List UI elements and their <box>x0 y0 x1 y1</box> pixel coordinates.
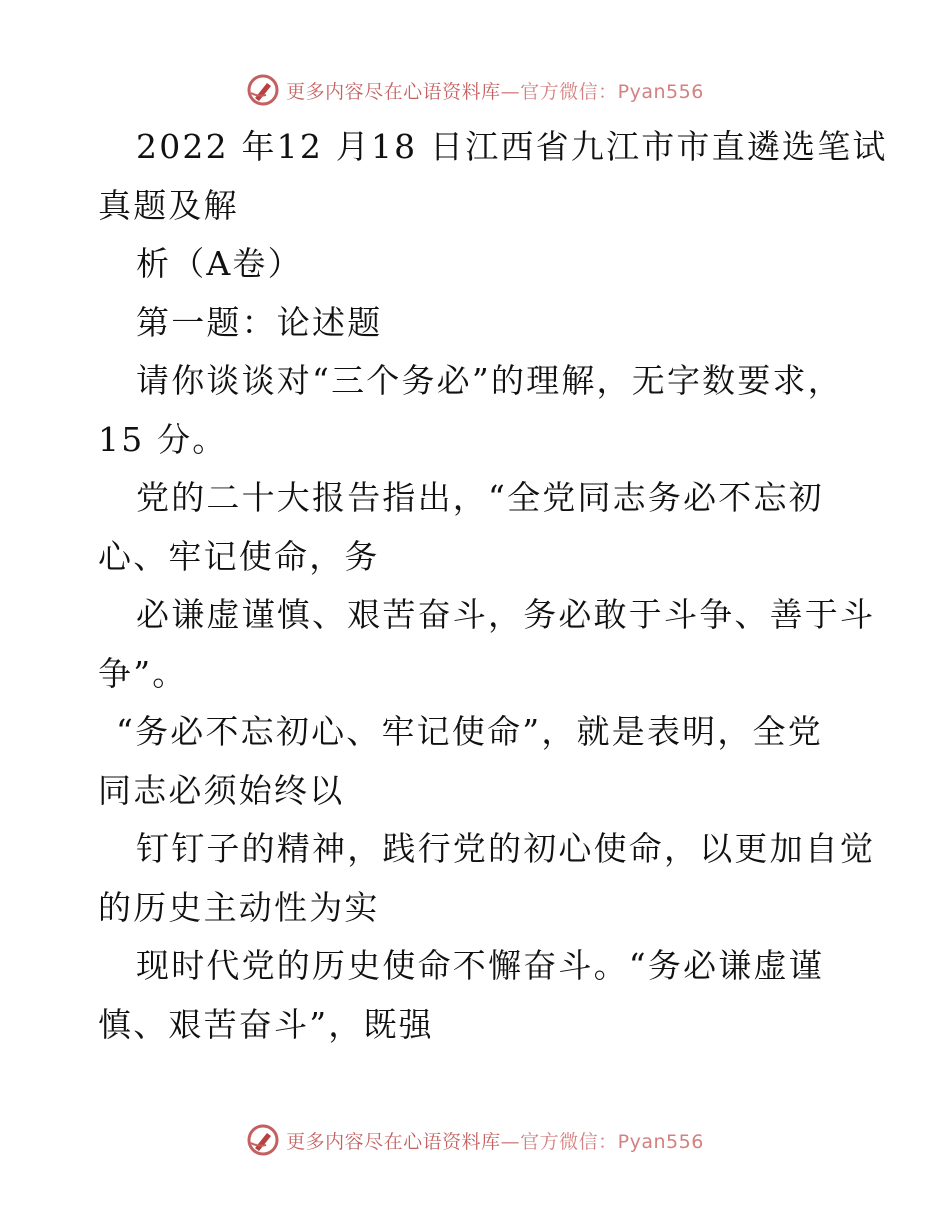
paragraph-line-3: 必谦虚谨慎、艰苦奋斗，务必敢于斗争、善于斗 <box>136 595 876 634</box>
paragraph-line-2: 心、牢记使命，务 <box>98 536 380 576</box>
header-banner-main: 更多内容尽在心语资料库 <box>286 80 501 103</box>
question-line-1: 请你谈谈对“三个务必”的理解，无字数要求， <box>136 361 843 400</box>
paragraph-line-1: 党的二十大报告指出，“全党同志务必不忘初 <box>136 478 824 517</box>
title-line-2: 真题及解 <box>98 185 239 225</box>
title-line-3: 析（A卷） <box>136 244 303 283</box>
footer-banner-main: 更多内容尽在心语资料库 <box>286 1130 501 1153</box>
paragraph-line-4: 争”。 <box>98 653 188 693</box>
paragraph-line-10: 慎、艰苦奋斗”，既强 <box>98 1004 434 1044</box>
pen-circle-logo-icon <box>246 1123 280 1157</box>
title-line-1: 2022 年12 月18 日江西省九江市市直遴选笔试 <box>136 127 888 166</box>
paragraph-line-6: 同志必须始终以 <box>98 770 345 810</box>
paragraph-line-5: “务必不忘初心、牢记使命”，就是表明，全党 <box>116 712 823 751</box>
document-body <box>98 118 888 1054</box>
header-banner-sub: —官方微信：Pyan556 <box>500 80 704 103</box>
footer-watermark-banner <box>0 1120 950 1160</box>
footer-banner-sub: —官方微信：Pyan556 <box>500 1130 704 1153</box>
section-heading: 第一题：论述题 <box>136 302 383 342</box>
paragraph-line-8: 的历史主动性为实 <box>98 887 380 927</box>
question-line-2: 15 分。 <box>98 419 228 459</box>
pen-circle-logo-icon <box>246 73 280 107</box>
header-watermark-banner <box>0 70 950 110</box>
paragraph-line-9: 现时代党的历史使命不懈奋斗。“务必谦虚谨 <box>136 946 824 985</box>
paragraph-line-7: 钉钉子的精神，践行党的初心使命，以更加自觉 <box>136 829 876 868</box>
